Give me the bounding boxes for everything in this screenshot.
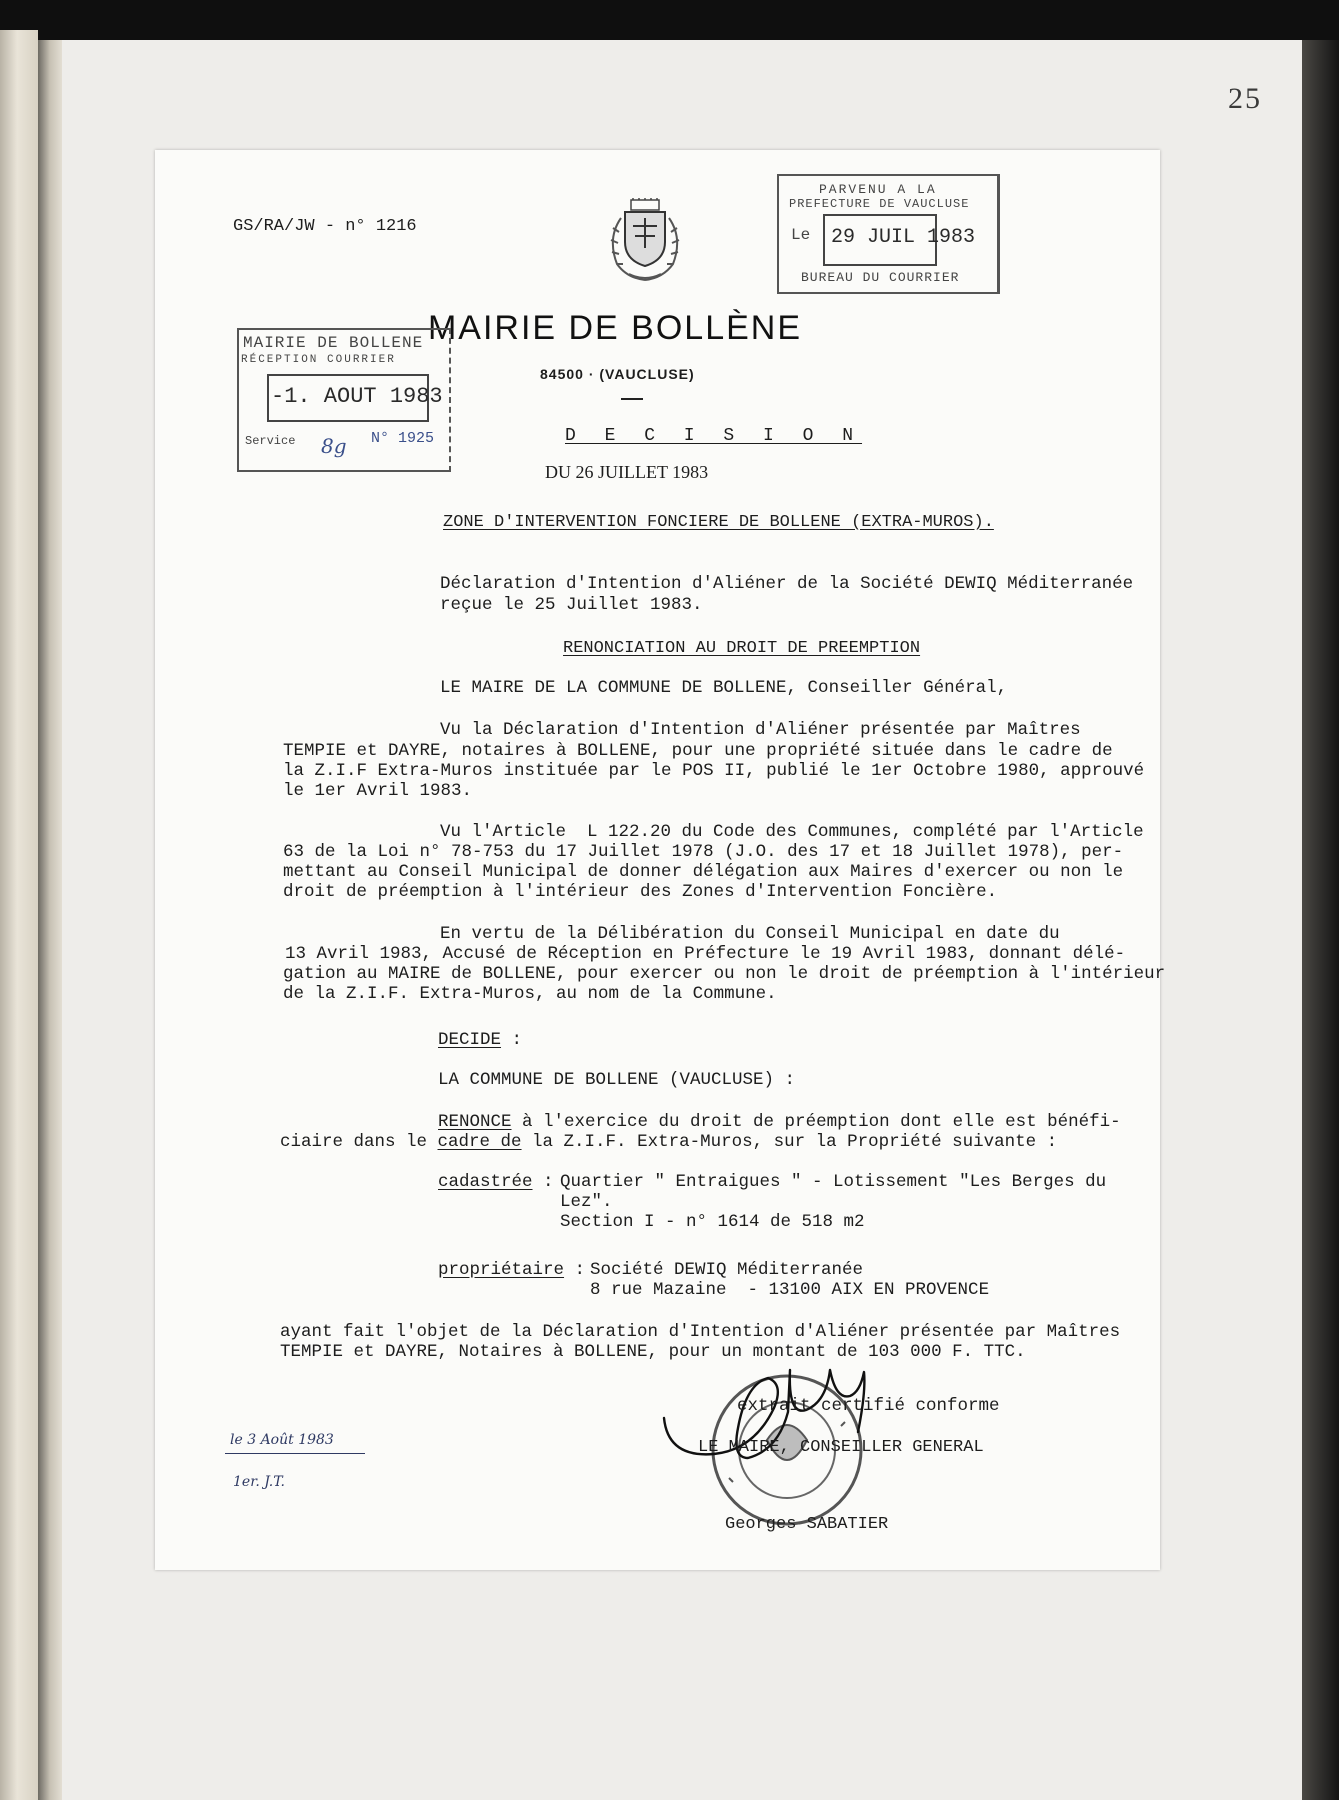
renonce-cadre: cadre de xyxy=(437,1132,522,1152)
mairie-stamp-number: N° 1925 xyxy=(371,430,435,447)
decide-heading xyxy=(438,1030,522,1051)
reference-number: GS/RA/JW - n° 1216 xyxy=(233,217,417,236)
mairie-stamp-service: Service xyxy=(245,434,296,448)
prefecture-stamp xyxy=(777,174,1000,294)
maire-line: LE MAIRE DE LA COMMUNE DE BOLLENE, Conseiller Général, xyxy=(440,678,1008,698)
binder-left-edge xyxy=(0,30,38,1800)
vu1-line-4: le 1er Avril 1983. xyxy=(283,781,473,801)
letterhead-rule xyxy=(621,398,643,400)
prefecture-stamp-line2: PREFECTURE DE VAUCLUSE xyxy=(789,197,970,211)
cadastree-label: cadastrée xyxy=(438,1172,533,1192)
decision-date: DU 26 JUILLET 1983 xyxy=(545,462,709,482)
handwritten-signature xyxy=(660,1368,890,1488)
cadastree-line-2: Lez". xyxy=(560,1192,613,1212)
ayant-line-1: ayant fait l'objet de la Déclaration d'Intention d'Aliéner présentée par Maîtres xyxy=(280,1322,1121,1342)
cadastree-label-line xyxy=(438,1172,554,1193)
commune-line: LA COMMUNE DE BOLLENE (VAUCLUSE) : xyxy=(438,1070,796,1090)
handwritten-underline xyxy=(225,1453,365,1454)
handwritten-initials-note: 1er. J.T. xyxy=(233,1474,285,1490)
decide-colon: : xyxy=(501,1030,523,1050)
renonce-line2a: ciaire dans le xyxy=(280,1132,438,1152)
renonciation-heading: RENONCIATION AU DROIT DE PREEMPTION xyxy=(563,639,921,658)
declaration-line-1: Déclaration d'Intention d'Aliéner de la Société DEWIQ Méditerranée xyxy=(440,574,1134,594)
mairie-stamp-line2: RÉCEPTION COURRIER xyxy=(241,354,396,366)
renonce-line2b: la Z.I.F. Extra-Muros, sur la Propriété suivante : xyxy=(521,1132,1058,1152)
proprietaire-line-1: Société DEWIQ Méditerranée xyxy=(590,1260,864,1280)
vu2-line-2: 63 de la Loi n° 78-753 du 17 Juillet 1978 (J.O. des 17 et 18 Juillet 1978), per- xyxy=(283,842,1124,862)
mairie-stamp-date: -1. AOUT 1983 xyxy=(271,384,443,409)
vu2-line-3: mettant au Conseil Municipal de donner délégation aux Maires d'exercer ou non le xyxy=(283,862,1124,882)
vu2-line-4: droit de préemption à l'intérieur des Zones d'Intervention Foncière. xyxy=(283,882,998,902)
renonce-rest: à l'exercice du droit de préemption dont elle est bénéfi- xyxy=(511,1112,1121,1132)
letterhead-title: MAIRIE DE BOLLÈNE xyxy=(427,309,803,347)
prefecture-stamp-line1: PARVENU A LA xyxy=(819,182,937,197)
prefecture-stamp-line3: BUREAU DU COURRIER xyxy=(801,270,960,285)
maire-signature-title: LE MAIRE, CONSEILLER GENERAL xyxy=(698,1438,984,1457)
prefecture-stamp-date: 29 JUIL 1983 xyxy=(831,226,976,249)
document-sheet xyxy=(155,150,1166,1570)
ayant-line-2: TEMPIE et DAYRE, Notaires à BOLLENE, pour un montant de 103 000 F. TTC. xyxy=(280,1342,1026,1362)
vertu-line-4: de la Z.I.F. Extra-Muros, au nom de la Commune. xyxy=(283,984,777,1004)
signatory-name: Georges SABATIER xyxy=(725,1515,889,1534)
binder-right-edge xyxy=(1302,40,1339,1800)
vu1-line-1: Vu la Déclaration d'Intention d'Aliéner présentée par Maîtres xyxy=(440,720,1081,740)
mairie-stamp-service-handwritten: 8g xyxy=(321,434,347,458)
zone-heading: ZONE D'INTERVENTION FONCIERE DE BOLLENE (EXTRA-MUROS). xyxy=(443,513,994,532)
handwritten-date-note: le 3 Août 1983 xyxy=(230,1432,334,1448)
proprietaire-line-2: 8 rue Mazaine - 13100 AIX EN PROVENCE xyxy=(590,1280,990,1300)
vu2-line-1: Vu l'Article L 122.20 du Code des Communes, complété par l'Article xyxy=(440,822,1144,842)
vertu-line-2: 13 Avril 1983, Accusé de Réception en Préfecture le 19 Avril 1983, donnant délé- xyxy=(285,944,1126,964)
proprietaire-label-line xyxy=(438,1260,585,1281)
page-number: 25 xyxy=(1228,82,1262,115)
extrait-certifie: extrait certifié conforme xyxy=(737,1396,1000,1416)
city-crest-icon xyxy=(595,198,695,284)
decision-title: D E C I S I O N xyxy=(565,426,863,446)
proprietaire-colon: : xyxy=(564,1260,586,1280)
vu1-line-2: TEMPIE et DAYRE, notaires à BOLLENE, pour une propriété située dans le cadre de xyxy=(283,741,1113,761)
cadastree-line-1: Quartier " Entraigues " - Lotissement "Les Berges du xyxy=(560,1172,1107,1192)
proprietaire-label: propriétaire xyxy=(438,1260,565,1280)
prefecture-stamp-le: Le xyxy=(791,226,811,244)
cadastree-line-3: Section I - n° 1614 de 518 m2 xyxy=(560,1212,865,1232)
renonce-line-2 xyxy=(280,1132,1057,1153)
vertu-line-1: En vertu de la Délibération du Conseil Municipal en date du xyxy=(440,924,1060,944)
renonce-line-1 xyxy=(438,1112,1121,1133)
mairie-reception-stamp xyxy=(237,328,451,472)
cadastree-colon: : xyxy=(532,1172,554,1192)
decide-word: DECIDE xyxy=(438,1030,502,1050)
vu1-line-3: la Z.I.F Extra-Muros instituée par le POS II, publié le 1er Octobre 1980, approuvé xyxy=(283,761,1145,781)
letterhead-postcode: 84500 · (VAUCLUSE) xyxy=(540,366,695,382)
declaration-line-2: reçue le 25 Juillet 1983. xyxy=(440,595,703,615)
renonce-word: RENONCE xyxy=(438,1112,512,1132)
mairie-stamp-line1: MAIRIE DE BOLLENE xyxy=(243,334,424,352)
vertu-line-3: gation au MAIRE de BOLLENE, pour exercer ou non le droit de préemption à l'intérieur xyxy=(283,964,1166,984)
